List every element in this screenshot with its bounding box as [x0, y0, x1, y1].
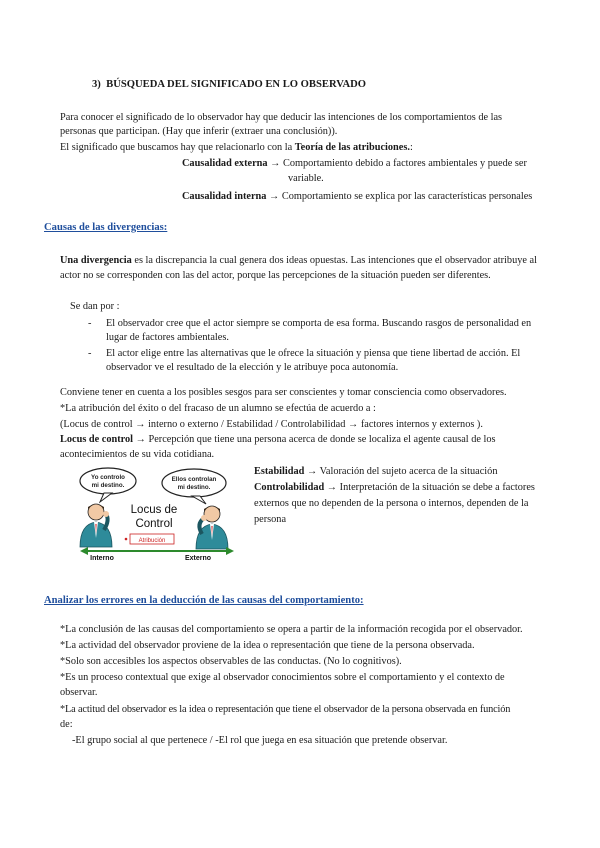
se-dan-por: Se dan por : [70, 301, 120, 312]
errores-item-4-line-2: observar. [60, 687, 98, 698]
controlabilidad-def: → Interpretación de la situación se debe a factores [324, 482, 535, 493]
causalidad-externa-def-2: variable. [288, 173, 324, 184]
controlabilidad-line-2: externos que no dependen de la persona o internos, dependen de la [254, 498, 529, 509]
errores-item-5-line-3: -El grupo social al que pertenece / -El rol que juega en esa situación que pretende observar. [72, 735, 448, 746]
errores-item-3: *Solo son accesibles los aspectos observables de las conductas. (No lo cognitivos). [60, 656, 402, 667]
errores-heading: Analizar los errores en la deducción de las causas del comportamiento: [44, 595, 364, 606]
intro-line-2: personas que participan. (Hay que inferir (extraer una conclusión)). [60, 126, 338, 137]
atribucion-line-1: *La atribución del éxito o del fracaso de un alumno se efectúa de acuerdo a : [60, 403, 376, 414]
causalidad-interna [182, 190, 532, 204]
estabilidad-label: Estabilidad [254, 466, 305, 477]
divergencia-def-line-1 [60, 254, 537, 268]
controlabilidad-line-3: persona [254, 514, 287, 525]
divergencia-def-line-2: actor no se corresponden con las del actor, porque las percepciones de la situación pueden ser diferentes. [60, 270, 491, 281]
divergencias-heading: Causas de las divergencias: [44, 222, 168, 233]
bullet-2-line-2: observador ve el resultado de la elección y le atribuye poca autonomía. [106, 362, 399, 373]
intro-line-1: Para conocer el significado de lo observador hay que deducir las intenciones de los comportamientos de las [60, 112, 503, 123]
causalidad-interna-def: → Comportamiento se explica por las características personales [266, 191, 533, 202]
significado-bold: Teoría de las atribuciones. [294, 142, 410, 153]
estabilidad-line [254, 465, 497, 479]
locus-line-2: acontecimientos de su vida cotidiana. [60, 449, 215, 460]
bullet-1-line-2: lugar de factores ambientales. [106, 332, 229, 343]
errores-item-4-line-1: *Es un proceso contextual que exige al observador conocimientos sobre el comportamiento y el contexto de [60, 672, 505, 683]
bubble-right-line-2: mi destino. [177, 484, 211, 491]
person-left-icon [80, 504, 112, 547]
label-interno: Interno [90, 555, 114, 562]
causalidad-interna-label: Causalidad interna [182, 191, 267, 202]
conviene-line: Conviene tener en cuenta a los posibles sesgos para ser conscientes y tomar consciencia como observadores. [60, 387, 507, 398]
locus-line-1 [60, 433, 496, 447]
errores-item-1: *La conclusión de las causas del comportamiento se opera a partir de la información recogida por el observador. [60, 624, 523, 635]
locus-def: → Percepción que tiene una persona acerca de donde se localiza el agente causal de los [133, 434, 496, 445]
controlabilidad-label: Controlabilidad [254, 482, 325, 493]
bubble-left-line-2: mi destino. [91, 482, 125, 489]
errores-item-5-line-2: de: [60, 719, 73, 730]
section-heading [92, 78, 366, 92]
bullet-dash: - [88, 348, 92, 359]
label-externo: Externo [184, 555, 212, 562]
bubble-left-tail [100, 493, 112, 502]
errores-item-5-line-1: *La actitud del observador es la idea o representación que tiene el observador de la persona observada en función [60, 704, 511, 715]
controlabilidad-line-1 [254, 481, 535, 495]
bubble-left-shape [80, 468, 136, 494]
bubble-right-shape [162, 469, 226, 497]
arrow-left-icon [80, 547, 88, 555]
bubble-left-line-1: Yo controlo [91, 474, 125, 481]
locus-illustration [66, 462, 244, 562]
figure-title-line-1: Locus de [130, 504, 178, 516]
arrow-right-icon [226, 547, 234, 555]
significado-pre: El significado que buscamos hay que relacionarlo con la [60, 142, 295, 153]
divergencia-def: es la discrepancia la cual genera dos ideas opuestas. Las intenciones que el observador atribuye al [131, 255, 537, 266]
section-title: BÚSQUEDA DEL SIGNIFICADO EN LO OBSERVADO [106, 79, 367, 90]
locus-label: Locus de control [60, 434, 134, 445]
atribucion-tag-text: Atribución [138, 538, 166, 544]
estabilidad-def: → Valoración del sujeto acerca de la situación [304, 466, 498, 477]
bullet-dash: - [88, 318, 92, 329]
significado-post: : [409, 142, 413, 153]
person-right-icon [196, 506, 228, 549]
tag-dot-icon [125, 538, 128, 541]
causalidad-externa-label: Causalidad externa [182, 158, 268, 169]
atribucion-line-2: (Locus de control → interno o externo / Estabilidad / Controlabilidad → factores internos y externos ). [60, 419, 483, 430]
causalidad-externa-def: → Comportamiento debido a factores ambientales y puede ser [267, 158, 527, 169]
causalidad-externa [182, 157, 527, 171]
locus-de-control-figure [66, 462, 244, 562]
bubble-right-line-1: Ellos controlan [171, 476, 217, 483]
bullet-1-line-1: El observador cree que el actor siempre se comporta de esa forma. Buscando rasgos de personalidad en [106, 318, 532, 329]
significado-line [60, 141, 413, 155]
errores-item-2: *La actividad del observador proviene de la idea o representación que tiene de la persona observada. [60, 640, 475, 651]
divergencia-label: Una divergencia [60, 255, 132, 266]
section-number: 3) [92, 79, 101, 90]
figure-title-line-2: Control [135, 518, 173, 530]
bullet-2-line-1: El actor elige entre las alternativas que le ofrece la situación y piensa que tiene libertad de acción. El [106, 348, 521, 359]
bubble-right-tail [192, 496, 206, 504]
